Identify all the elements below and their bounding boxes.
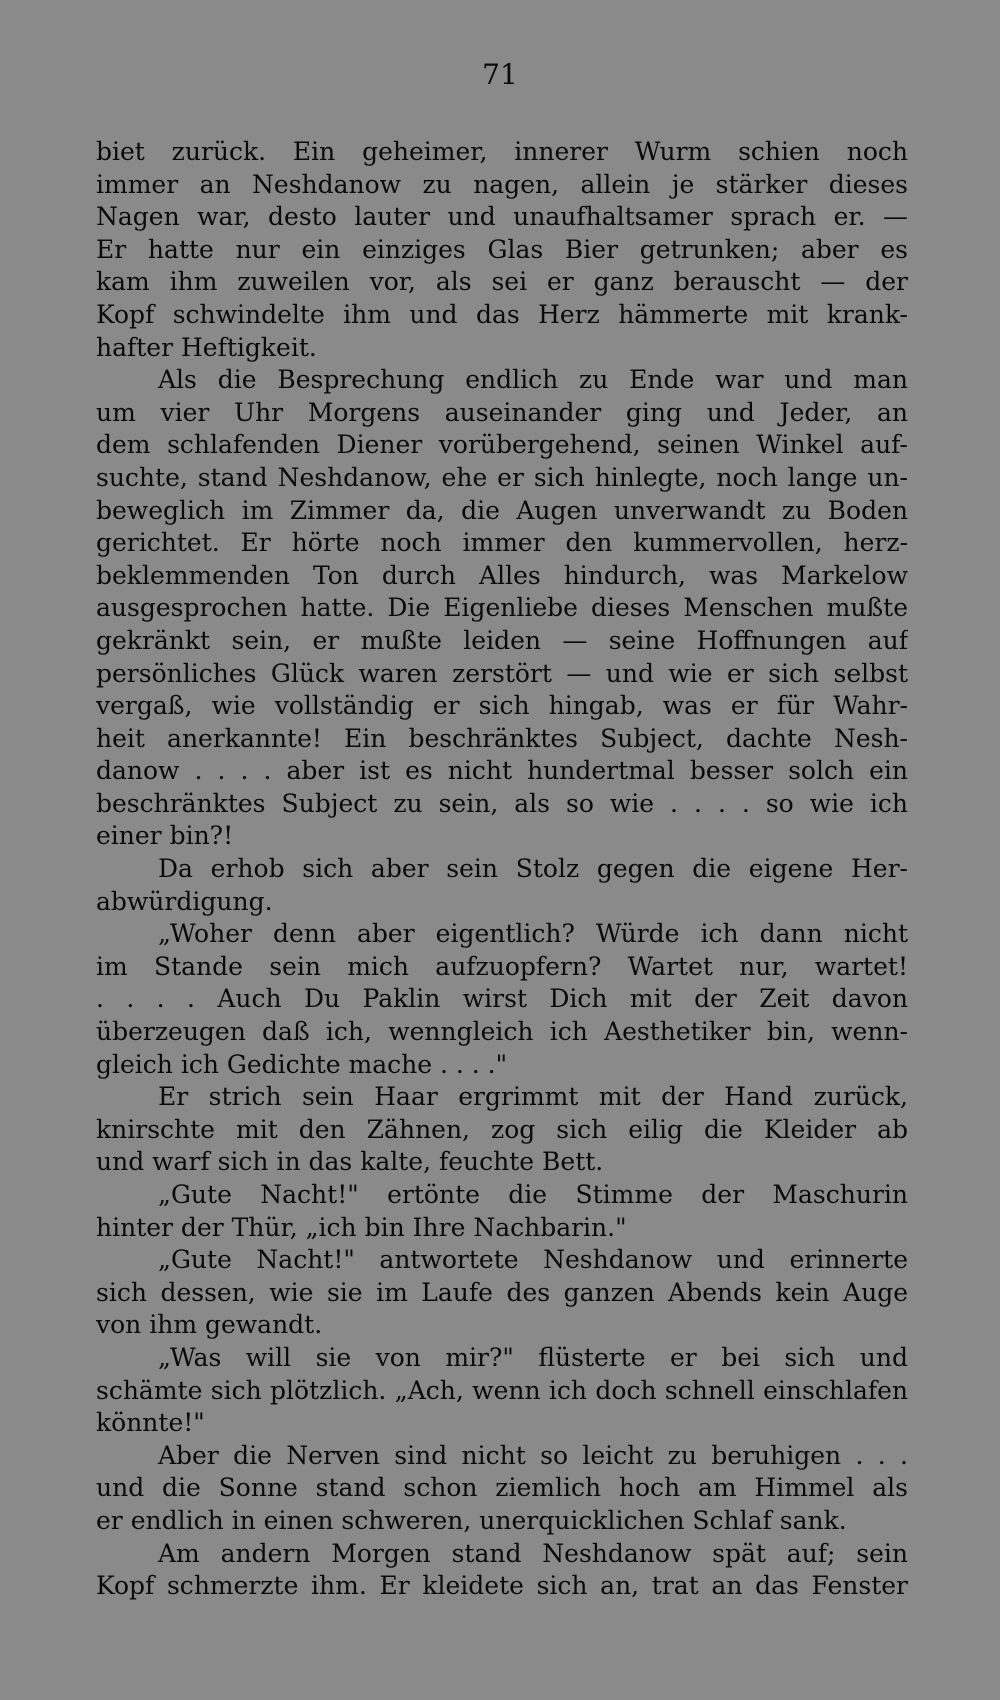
text-line: von ihm gewandt.	[96, 1310, 323, 1340]
text-line: danow . . . . aber ist es nicht hundertmal besser solch ein	[96, 756, 908, 786]
text-line: Als die Besprechung endlich zu Ende war und man	[158, 365, 908, 395]
text-line: Kopf schwindelte ihm und das Herz hämmerte mit krank-	[96, 299, 908, 329]
text-line: hinter der Thür, „ich bin Ihre Nachbarin."	[96, 1212, 627, 1242]
page-number: 71	[482, 58, 518, 91]
text-line: beschränktes Subject zu sein, als so wie . . . . so wie ich	[96, 788, 908, 818]
text-line: und die Sonne stand schon ziemlich hoch am Himmel als	[96, 1473, 908, 1503]
text-line: . . . . Auch Du Paklin wirst Dich mit der Zeit davon	[96, 984, 908, 1014]
text-line: „Gute Nacht!" ertönte die Stimme der Maschurin	[158, 1180, 908, 1209]
text-line: könnte!"	[96, 1408, 205, 1438]
text-line: knirschte mit den Zähnen, zog sich eilig die Kleider ab	[96, 1114, 908, 1144]
text-line: sich dessen, wie sie im Laufe des ganzen Abends kein Auge	[96, 1277, 908, 1307]
text-line: schämte sich plötzlich. „Ach, wenn ich doch schnell einschlafen	[96, 1375, 908, 1405]
text-line: beweglich im Zimmer da, die Augen unverwandt zu Boden	[96, 495, 908, 525]
text-line: überzeugen daß ich, wenngleich ich Aesthetiker bin, wenn-	[96, 1017, 908, 1047]
text-line: dem schlafenden Diener vorübergehend, seinen Winkel auf-	[96, 430, 908, 460]
text-line: „Woher denn aber eigentlich? Würde ich dann nicht	[158, 919, 908, 949]
text-line: persönliches Glück waren zerstört — und wie er sich selbst	[96, 658, 908, 688]
text-line: heit anerkannte! Ein beschränktes Subject, dachte Nesh-	[96, 723, 908, 753]
text-line: immer an Neshdanow zu nagen, allein je stärker dieses	[96, 169, 908, 199]
text-line: und warf sich in das kalte, feuchte Bett.	[96, 1147, 604, 1177]
text-line: gerichtet. Er hörte noch immer den kummervollen, herz-	[96, 528, 908, 558]
text-line: er endlich in einen schweren, unerquicklichen Schlaf sank.	[96, 1505, 847, 1535]
text-line: „Was will sie von mir?" flüsterte er bei sich und	[158, 1342, 908, 1372]
text-line: im Stande sein mich aufzuopfern? Wartet nur, wartet!	[96, 951, 908, 981]
text-line: ausgesprochen hatte. Die Eigenliebe dieses Menschen mußte	[96, 593, 908, 623]
text-line: „Gute Nacht!" antwortete Neshdanow und erinnerte	[158, 1245, 908, 1275]
text-line: einer bin?!	[96, 821, 234, 851]
text-line: Nagen war, desto lauter und unaufhaltsamer sprach er. —	[96, 202, 908, 232]
body-text	[96, 136, 908, 1603]
text-line: gekränkt sein, er mußte leiden — seine Hoffnungen auf	[96, 625, 908, 655]
text-line: biet zurück. Ein geheimer, innerer Wurm schien noch	[96, 137, 908, 166]
text-line: Am andern Morgen stand Neshdanow spät auf; sein	[158, 1538, 908, 1568]
text-line: gleich ich Gedichte mache . . . ."	[96, 1049, 508, 1079]
text-line: hafter Heftigkeit.	[96, 332, 317, 362]
text-line: Er hatte nur ein einziges Glas Bier getrunken; aber es	[96, 234, 908, 264]
text-line: kam ihm zuweilen vor, als sei er ganz berauscht — der	[96, 267, 908, 297]
text-line: suchte, stand Neshdanow, ehe er sich hinlegte, noch lange un-	[96, 462, 908, 492]
text-line: Kopf schmerzte ihm. Er kleidete sich an, trat an das Fenster	[96, 1571, 908, 1601]
text-line: beklemmenden Ton durch Alles hindurch, was Markelow	[96, 560, 908, 590]
text-line: Er strich sein Haar ergrimmt mit der Hand zurück,	[158, 1082, 908, 1112]
text-line: um vier Uhr Morgens auseinander ging und Jeder, an	[96, 397, 908, 427]
text-line: vergaß, wie vollständig er sich hingab, was er für Wahr-	[96, 691, 908, 721]
text-line: abwürdigung.	[96, 886, 273, 916]
text-line: Da erhob sich aber sein Stolz gegen die eigene Her-	[158, 854, 908, 884]
text-line: Aber die Nerven sind nicht so leicht zu beruhigen . . .	[158, 1440, 908, 1470]
